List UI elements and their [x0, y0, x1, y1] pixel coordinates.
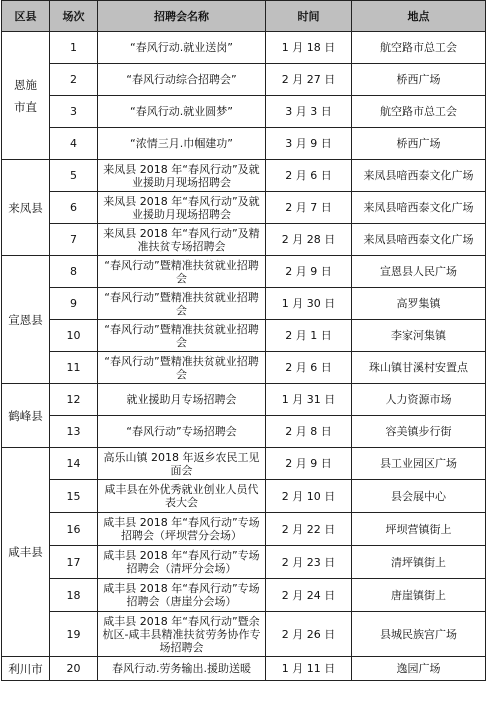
location-cell: 桥西广场	[352, 128, 486, 160]
table-row	[2, 546, 486, 579]
session-cell: 13	[50, 416, 98, 448]
fair-name-cell: 高乐山镇 2018 年返乡农民工见面会	[98, 448, 266, 480]
date-cell: 2 月 9 日	[266, 448, 352, 480]
fair-name-cell: “春风行动”暨精准扶贫就业招聘会	[98, 352, 266, 384]
fair-name-cell: “春风行动.就业圆梦”	[98, 96, 266, 128]
job-fair-table	[1, 0, 486, 681]
fair-name-cell: 咸丰县 2018 年“春风行动”暨余杭区-咸丰县精准扶贫劳务协作专场招聘会	[98, 612, 266, 657]
table-row	[2, 513, 486, 546]
location-cell: 县工业园区广场	[352, 448, 486, 480]
location-cell: 珠山镇甘溪村安置点	[352, 352, 486, 384]
date-cell: 3 月 9 日	[266, 128, 352, 160]
session-cell: 5	[50, 160, 98, 192]
fair-name-cell: 来凤县 2018 年“春风行动”及就业援助月现场招聘会	[98, 160, 266, 192]
fair-name-cell: “浓情三月.巾帼建功”	[98, 128, 266, 160]
fair-name-cell: “春风行动”暨精准扶贫就业招聘会	[98, 288, 266, 320]
location-cell: 来凤县喑西泰文化广场	[352, 192, 486, 224]
date-cell: 2 月 26 日	[266, 612, 352, 657]
table-row	[2, 288, 486, 320]
fair-name-cell: 咸丰县在外优秀就业创业人员代表大会	[98, 480, 266, 513]
location-cell: 来凤县喑西泰文化广场	[352, 224, 486, 256]
location-cell: 人力资源市场	[352, 384, 486, 416]
session-cell: 6	[50, 192, 98, 224]
header-date: 时间	[266, 1, 352, 32]
location-cell: 容美镇步行街	[352, 416, 486, 448]
fair-name-cell: 咸丰县 2018 年“春风行动”专场招聘会（唐崖分会场）	[98, 579, 266, 612]
date-cell: 2 月 24 日	[266, 579, 352, 612]
date-cell: 2 月 8 日	[266, 416, 352, 448]
table-row	[2, 192, 486, 224]
table-row	[2, 320, 486, 352]
session-cell: 20	[50, 657, 98, 681]
table-row	[2, 32, 486, 64]
session-cell: 4	[50, 128, 98, 160]
fair-name-cell: “春风行动”专场招聘会	[98, 416, 266, 448]
table-row	[2, 96, 486, 128]
table-row	[2, 64, 486, 96]
fair-name-cell: 春风行动.劳务输出.援助送暖	[98, 657, 266, 681]
table-body	[2, 32, 486, 681]
session-cell: 12	[50, 384, 98, 416]
session-cell: 10	[50, 320, 98, 352]
location-cell: 县会展中心	[352, 480, 486, 513]
location-cell: 逸园广场	[352, 657, 486, 681]
table-row	[2, 384, 486, 416]
fair-name-cell: “春风行动综合招聘会”	[98, 64, 266, 96]
date-cell: 2 月 1 日	[266, 320, 352, 352]
date-cell: 2 月 6 日	[266, 160, 352, 192]
fair-name-cell: 就业援助月专场招聘会	[98, 384, 266, 416]
session-cell: 18	[50, 579, 98, 612]
table-row	[2, 128, 486, 160]
table-row	[2, 579, 486, 612]
table-row	[2, 256, 486, 288]
date-cell: 1 月 31 日	[266, 384, 352, 416]
session-cell: 15	[50, 480, 98, 513]
session-cell: 17	[50, 546, 98, 579]
header-location: 地点	[352, 1, 486, 32]
date-cell: 1 月 11 日	[266, 657, 352, 681]
session-cell: 8	[50, 256, 98, 288]
date-cell: 3 月 3 日	[266, 96, 352, 128]
session-cell: 19	[50, 612, 98, 657]
session-cell: 16	[50, 513, 98, 546]
session-cell: 9	[50, 288, 98, 320]
date-cell: 2 月 28 日	[266, 224, 352, 256]
session-cell: 2	[50, 64, 98, 96]
county-cell: 鹤峰县	[2, 384, 50, 448]
fair-name-cell: “春风行动”暨精准扶贫就业招聘会	[98, 256, 266, 288]
table-header-row	[2, 1, 486, 32]
date-cell: 2 月 27 日	[266, 64, 352, 96]
location-cell: 宣恩县人民广场	[352, 256, 486, 288]
fair-name-cell: 来凤县 2018 年“春风行动”及精准扶贫专场招聘会	[98, 224, 266, 256]
session-cell: 14	[50, 448, 98, 480]
county-cell: 宣恩县	[2, 256, 50, 384]
date-cell: 2 月 9 日	[266, 256, 352, 288]
fair-name-cell: 来凤县 2018 年“春风行动”及就业援助月现场招聘会	[98, 192, 266, 224]
table-row	[2, 416, 486, 448]
location-cell: 唐崖镇街上	[352, 579, 486, 612]
fair-name-cell: 咸丰县 2018 年“春风行动”专场招聘会（坪坝营分会场）	[98, 513, 266, 546]
county-cell: 来凤县	[2, 160, 50, 256]
table-row	[2, 612, 486, 657]
table-row	[2, 480, 486, 513]
session-cell: 1	[50, 32, 98, 64]
location-cell: 桥西广场	[352, 64, 486, 96]
county-cell: 恩施 市直	[2, 32, 50, 160]
table-row	[2, 448, 486, 480]
location-cell: 清坪镇街上	[352, 546, 486, 579]
county-cell: 咸丰县	[2, 448, 50, 657]
location-cell: 航空路市总工会	[352, 32, 486, 64]
location-cell: 坪坝营镇街上	[352, 513, 486, 546]
date-cell: 1 月 18 日	[266, 32, 352, 64]
date-cell: 2 月 10 日	[266, 480, 352, 513]
date-cell: 2 月 23 日	[266, 546, 352, 579]
header-fair-name: 招聘会名称	[98, 1, 266, 32]
fair-name-cell: 咸丰县 2018 年“春风行动”专场招聘会（清坪分会场）	[98, 546, 266, 579]
header-county: 区县	[2, 1, 50, 32]
fair-name-cell: “春风行动”暨精准扶贫就业招聘会	[98, 320, 266, 352]
date-cell: 2 月 7 日	[266, 192, 352, 224]
date-cell: 1 月 30 日	[266, 288, 352, 320]
location-cell: 县城民族宫广场	[352, 612, 486, 657]
table-row	[2, 352, 486, 384]
table-row	[2, 657, 486, 681]
header-session: 场次	[50, 1, 98, 32]
fair-name-cell: “春风行动.就业送岗”	[98, 32, 266, 64]
location-cell: 航空路市总工会	[352, 96, 486, 128]
table-row	[2, 224, 486, 256]
location-cell: 高罗集镇	[352, 288, 486, 320]
session-cell: 11	[50, 352, 98, 384]
session-cell: 3	[50, 96, 98, 128]
location-cell: 来凤县喑西泰文化广场	[352, 160, 486, 192]
date-cell: 2 月 22 日	[266, 513, 352, 546]
county-cell: 利川市	[2, 657, 50, 681]
session-cell: 7	[50, 224, 98, 256]
date-cell: 2 月 6 日	[266, 352, 352, 384]
table-row	[2, 160, 486, 192]
location-cell: 李家河集镇	[352, 320, 486, 352]
